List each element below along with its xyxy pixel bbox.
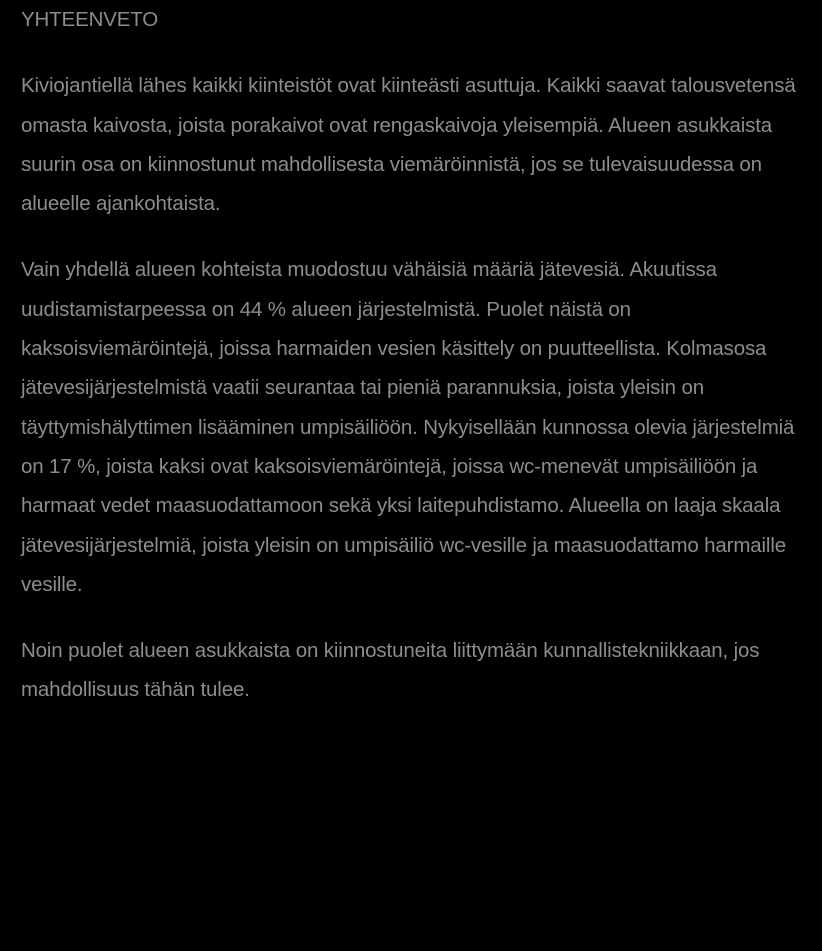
paragraph-summary-households: Kiviojantiellä lähes kaikki kiinteistöt ovat kiinteästi asuttuja. Kaikki saavat talousvetensä omasta kaivosta, joista porakaivot ovat rengaskaivoja yleisempiä. Alueen asukkaista suurin osa on kiinnostunut mahdollisesta viemäröinnistä, jos se tulevaisuudessa on alueelle ajankohtaista. (21, 74, 796, 216)
paragraph-summary-wastewater-systems: Vain yhdellä alueen kohteista muodostuu vähäisiä määriä jätevesiä. Akuutissa uudistamistarpeessa on 44 % alueen järjestelmistä. Puolet näistä on kaksoisviemäröintejä, joissa harmaiden vesien käsittely on puutteellista. Kolmasosa jätevesijärjestelmistä vaatii seurantaa tai pieniä parannuksia, joista yleisin on täyttymishälyttimen lisääminen umpisäiliöön. Nykyisellään kunnossa olevia järjestelmiä on 17 %, joista kaksi ovat kaksoisviemäröintejä, joissa wc-menevät umpisäiliöön ja harmaat vedet maasuodattamoon sekä yksi laitepuhdistamo. Alueella on laaja skaala jätevesijärjestelmiä, joista yleisin on umpisäiliö wc-vesille ja maasuodattamo harmaille vesille. (21, 258, 795, 596)
document-body (21, 0, 811, 710)
paragraph-summary-interest: Noin puolet alueen asukkaista on kiinnostuneita liittymään kunnallistekniikkaan, jos mahdollisuus tähän tulee. (21, 639, 760, 702)
section-heading: YHTEENVETO (21, 8, 159, 31)
